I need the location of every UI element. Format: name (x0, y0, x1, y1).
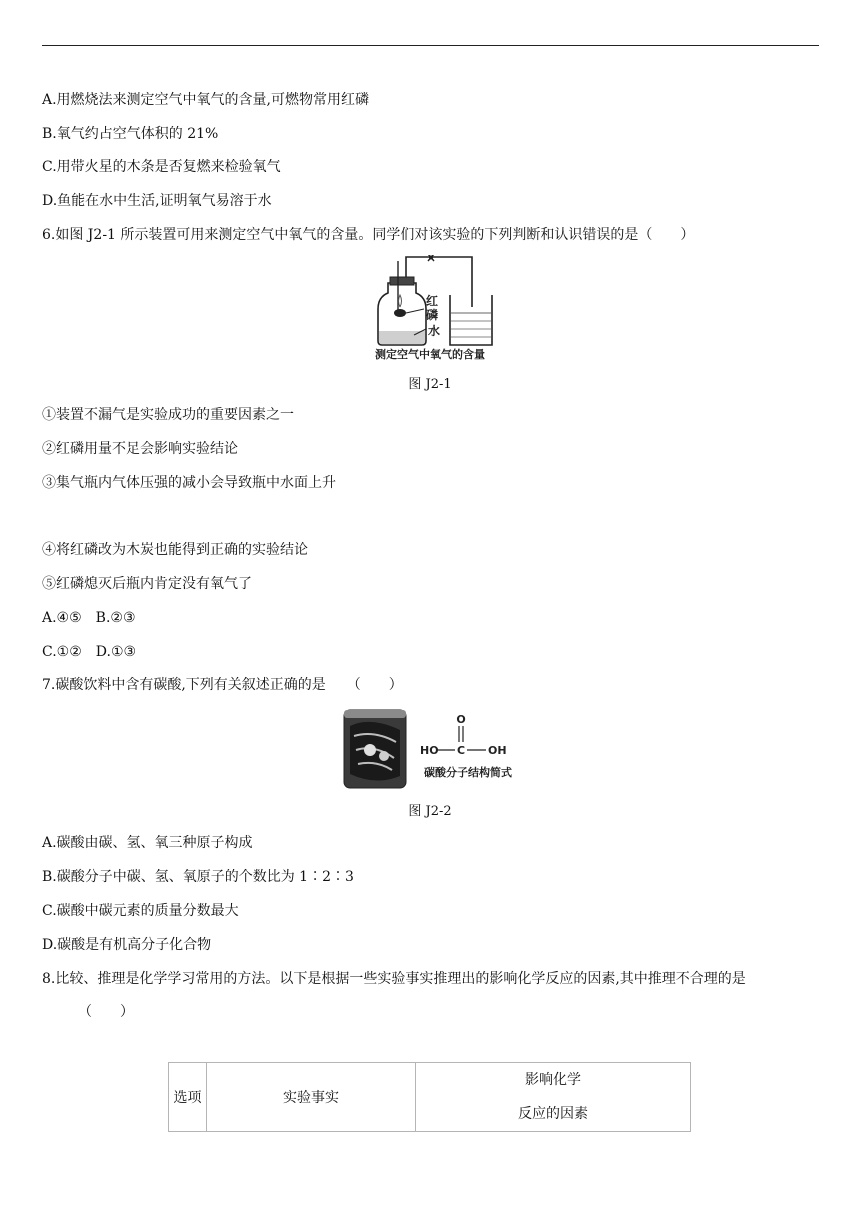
figure1-inner-caption: 测定空气中氧气的含量 (375, 348, 485, 361)
q6-choices-ab: A.④⑤ B.②③ (42, 610, 136, 626)
q7-stem: 7.碳酸饮料中含有碳酸,下列有关叙述正确的是 （ ） (42, 677, 403, 693)
q8-answer-blank: （ ） (78, 1004, 134, 1020)
oxygen-measurement-apparatus (360, 255, 500, 363)
q7-option-a: A.碳酸由碳、氢、氧三种原子构成 (42, 835, 253, 851)
header-factor-line2: 反应的因素 (518, 1106, 588, 1122)
q7-option-c: C.碳酸中碳元素的质量分数最大 (42, 903, 239, 919)
figure1-caption: 图 J2-1 (408, 377, 452, 392)
label-red: 红 (426, 294, 439, 308)
table-header-row (169, 1063, 691, 1132)
formula-o-top: O (456, 713, 466, 726)
q6-choices-cd: C.①② D.①③ (42, 644, 137, 660)
figure2-caption: 图 J2-2 (408, 804, 452, 819)
formula-ho: HO (420, 744, 439, 757)
figure2-inner-caption: 碳酸分子结构简式 (424, 766, 512, 779)
formula-c: C (456, 744, 466, 757)
q6-statement-3: ③集气瓶内气体压强的减小会导致瓶中水面上升 (42, 475, 336, 491)
q5-option-d: D.鱼能在水中生活,证明氧气易溶于水 (42, 193, 272, 209)
header-factor-line1: 影响化学 (525, 1072, 581, 1088)
q6-statement-4: ④将红磷改为木炭也能得到正确的实验结论 (42, 542, 308, 558)
q7-option-d: D.碳酸是有机高分子化合物 (42, 937, 212, 953)
q8-stem: 8.比较、推理是化学学习常用的方法。以下是根据一些实验事实推理出的影响化学反应的因素,其中推理不合理的是 (42, 971, 746, 987)
label-phosphorus: 磷 (426, 308, 439, 322)
q5-option-b: B.氧气约占空气体积的 21% (42, 126, 219, 142)
q6-stem: 6.如图 J2-1 所示装置可用来测定空气中氧气的含量。同学们对该实验的下列判断和认识错误的是（ ） (42, 227, 695, 243)
header-rule (42, 45, 819, 46)
q5-option-a: A.用燃烧法来测定空气中氧气的含量,可燃物常用红磷 (42, 92, 370, 108)
header-factor (416, 1063, 691, 1132)
label-water: 水 (428, 324, 441, 338)
q8-options-table (168, 1062, 691, 1132)
q6-statement-2: ②红磷用量不足会影响实验结论 (42, 441, 238, 457)
carbonic-acid-figure (340, 706, 530, 792)
header-option: 选项 (169, 1063, 207, 1132)
q5-option-c: C.用带火星的木条是否复燃来检验氧气 (42, 159, 281, 175)
header-fact: 实验事实 (207, 1063, 416, 1132)
q7-option-b: B.碳酸分子中碳、氢、氧原子的个数比为 1∶2∶3 (42, 869, 354, 885)
q6-statement-5: ⑤红磷熄灭后瓶内肯定没有氧气了 (42, 576, 252, 592)
q6-statement-1: ①装置不漏气是实验成功的重要因素之一 (42, 407, 294, 423)
formula-oh: OH (488, 744, 507, 757)
